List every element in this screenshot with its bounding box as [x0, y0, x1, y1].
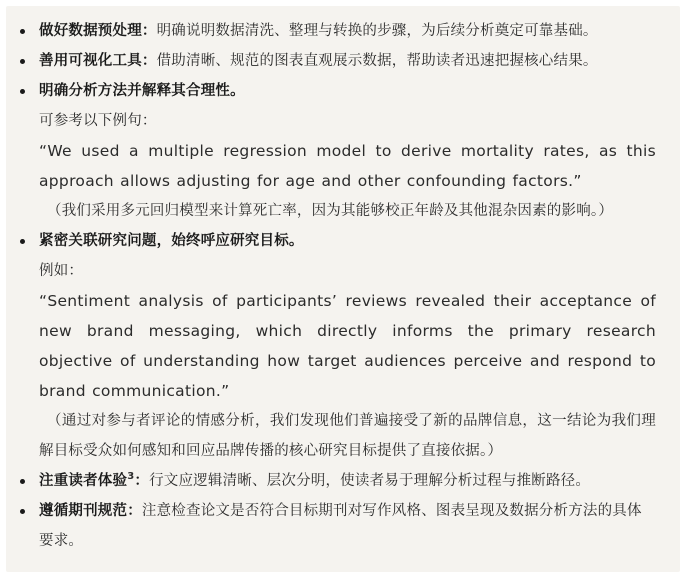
example-translation: （通过对参与者评论的情感分析，我们发现他们普遍接受了新的品牌信息，这一结论为我们理解目标受众如何感知和回应品牌传播的核心研究目标提供了直接依据。）	[39, 413, 656, 459]
item-title: 明确分析方法并解释其合理性。	[39, 83, 245, 99]
item-title-suffix: ：	[134, 473, 150, 489]
example-intro: 例如：	[39, 263, 84, 279]
bullet-dot	[20, 479, 25, 484]
list-item-methods	[6, 76, 680, 226]
example-intro: 可参考以下例句：	[39, 113, 157, 129]
list-item-visualization	[6, 46, 680, 76]
list-item-reader-experience	[6, 466, 680, 496]
bullet-dot	[20, 59, 25, 64]
item-text: 明确说明数据清洗、整理与转换的步骤，为后续分析奠定可靠基础。	[156, 23, 598, 39]
item-title: 遵循期刊规范：	[39, 503, 142, 519]
example-quote: “Sentiment analysis of participants’ reviews revealed their acceptance of new brand messaging, which directly informs the primary research objective of understanding how target audiences perceive and respond to brand communication.”	[39, 292, 656, 400]
item-text: 行文应逻辑清晰、层次分明，使读者易于理解分析过程与推断路径。	[149, 473, 591, 489]
item-title: 紧密关联研究问题，始终呼应研究目标。	[39, 233, 304, 249]
item-title: 注重读者体验	[39, 473, 128, 489]
bullet-list	[6, 6, 680, 556]
example-quote: “We used a multiple regression model to derive mortality rates, as this approach allows adjusting for age and other confounding factors.”	[39, 142, 656, 190]
list-item-preprocessing	[6, 16, 680, 46]
item-text: 借助清晰、规范的图表直观展示数据，帮助读者迅速把握核心结果。	[156, 53, 598, 69]
content-panel	[6, 6, 680, 572]
example-translation: （我们采用多元回归模型来计算死亡率，因为其能够校正年龄及其他混杂因素的影响。）	[47, 203, 614, 219]
list-item-research-link	[6, 226, 680, 466]
bullet-dot	[20, 509, 25, 514]
footnote-ref[interactable]: 3	[127, 471, 135, 483]
bullet-dot	[20, 29, 25, 34]
bullet-dot	[20, 89, 25, 94]
item-text: 注意检查论文是否符合目标期刊对写作风格、图表呈现及数据分析方法的具体要求。	[39, 503, 642, 549]
item-title: 做好数据预处理：	[39, 23, 157, 39]
bullet-dot	[20, 239, 25, 244]
item-title: 善用可视化工具：	[39, 53, 157, 69]
list-item-journal-guidelines	[6, 496, 680, 556]
